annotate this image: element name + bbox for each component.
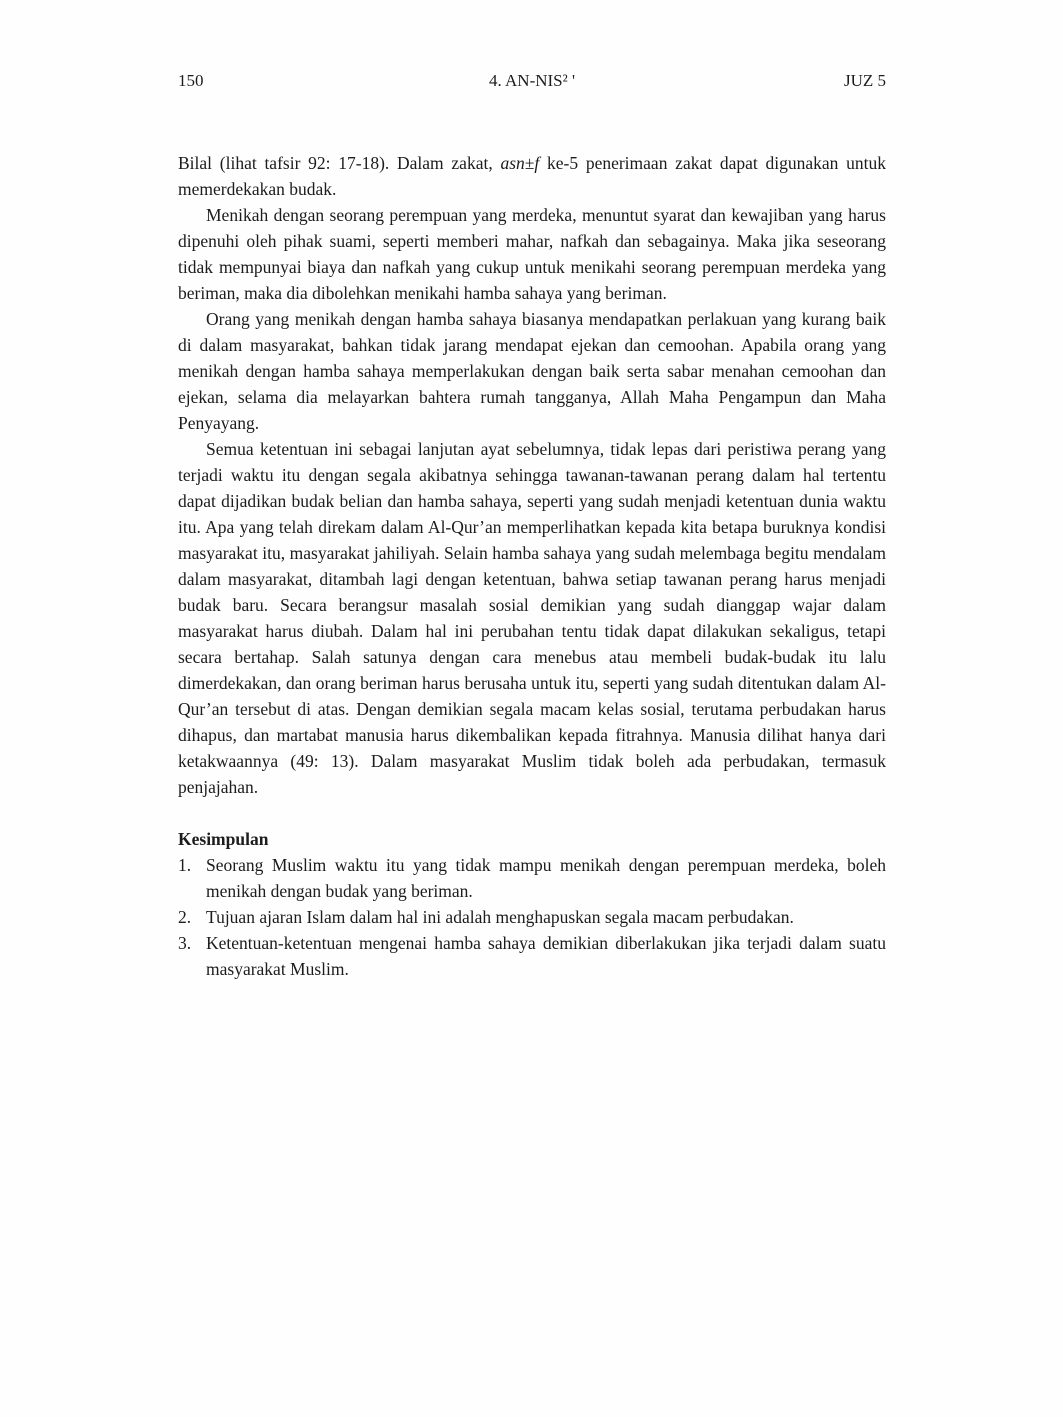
list-number: 2. (178, 907, 192, 927)
text-run: Bilal (lihat tafsir 92: 17-18). Dalam zakat, (178, 153, 501, 173)
conclusion-list (178, 852, 886, 982)
conclusion-item (178, 904, 886, 930)
text-run: Semua ketentuan ini sebagai lanjutan ayat sebelumnya, tidak lepas dari peristiwa perang yang terjadi waktu itu dengan segala akibatnya sehingga tawanan-tawanan perang dalam hal tertentu dapat dijadikan budak belian dan hamba sahaya, seperti yang sudah menjadi ketentuan dunia waktu itu. Apa yang telah direkam dalam Al-Qur’an memperlihatkan kepada kita betapa buruknya kondisi masyarakat itu, masyarakat jahiliyah. Selain hamba sahaya yang sudah melembaga begitu mendalam dalam masyarakat, ditambah lagi dengan ketentuan, bahwa setiap tawanan perang harus menjadi budak baru. Secara berangsur masalah sosial demikian yang sudah dianggap wajar dalam masyarakat harus diubah. Dalam hal ini perubahan tentu tidak dapat dilakukan sekaligus, tetapi secara bertahap. Salah satunya dengan cara menebus atau membeli budak-budak itu lalu dimerdekakan, dan orang beriman harus berusaha untuk itu, seperti yang sudah ditentukan dalam Al-Qur’an tersebut di atas. Dengan demikian segala macam kelas sosial, terutama perbudakan harus dihapus, dan martabat manusia harus dikembalikan kepada fitrahnya. Manusia dilihat hanya dari ketakwaannya (49: 13). Dalam masyarakat Muslim tidak boleh ada perbudakan, termasuk penjajahan. (178, 439, 886, 797)
text-run: ke-5 penerimaan zakat dapat digunakan untuk memerdekakan budak. (178, 153, 886, 199)
conclusion-item (178, 930, 886, 982)
document-body (178, 150, 886, 982)
conclusion-item (178, 852, 886, 904)
list-number: 1. (178, 855, 192, 875)
paragraph (178, 306, 886, 436)
italic-term: asn±f (500, 153, 540, 173)
conclusion-heading: Kesimpulan (178, 829, 269, 849)
juz-label: JUZ 5 (843, 71, 886, 90)
paragraph (178, 436, 886, 800)
paragraph (178, 202, 886, 306)
list-text: Tujuan ajaran Islam dalam hal ini adalah menghapuskan segala macam perbudakan. (206, 907, 794, 927)
text-run: Menikah dengan seorang perempuan yang merdeka, menuntut syarat dan kewajiban yang harus dipenuhi oleh pihak suami, seperti memberi mahar, nafkah dan sebagainya. Maka jika seseorang tidak mempunyai biaya dan nafkah yang cukup untuk menikahi seorang perempuan merdeka yang beriman, maka dia dibolehkan menikahi hamba sahaya yang beriman. (178, 205, 886, 303)
paragraph-container (178, 150, 886, 800)
list-text: Ketentuan-ketentuan mengenai hamba sahaya demikian diberlakukan jika terjadi dalam suatu masyarakat Muslim. (206, 933, 886, 979)
list-number: 3. (178, 933, 192, 953)
text-run: Orang yang menikah dengan hamba sahaya biasanya mendapatkan perlakuan yang kurang baik di dalam masyarakat, bahkan tidak jarang mendapat ejekan dan cemoohan. Apabila orang yang menikah dengan hamba sahaya memperlakukan dengan baik serta sabar menahan cemoohan dan ejekan, selama dia melayarkan bahtera rumah tangganya, Allah Maha Pengampun dan Maha Penyayang. (178, 309, 886, 433)
page-header (178, 70, 886, 92)
paragraph (178, 150, 886, 202)
chapter-title: 4. AN-NIS² ' (488, 71, 576, 90)
page-number: 150 (178, 71, 204, 90)
list-text: Seorang Muslim waktu itu yang tidak mampu menikah dengan perempuan merdeka, boleh menikah dengan budak yang beriman. (206, 855, 886, 901)
